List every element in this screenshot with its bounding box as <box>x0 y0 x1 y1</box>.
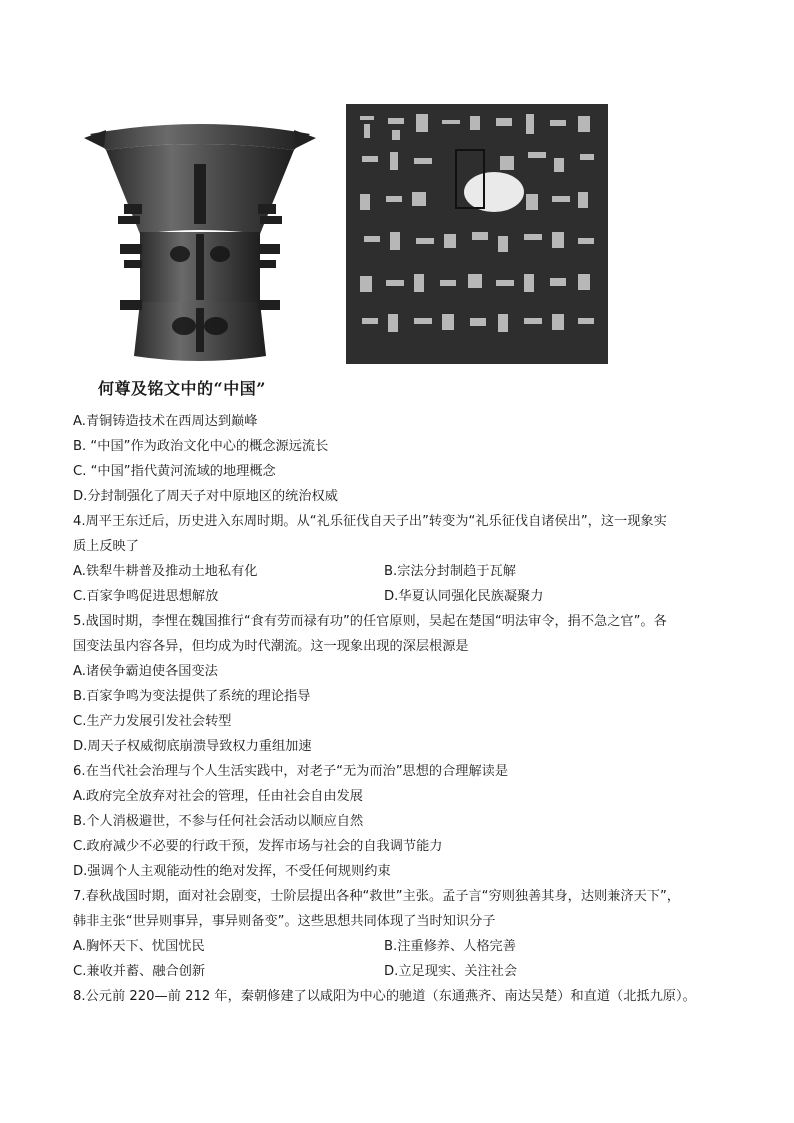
figure-caption: 何尊及铭文中的“中国” <box>98 379 266 398</box>
q3-option-a: A.青铜铸造技术在西周达到巅峰 <box>73 414 258 429</box>
q4-stem-line2: 质上反映了 <box>73 539 139 554</box>
q4-option-d: D.华夏认同强化民族凝聚力 <box>384 589 544 604</box>
q3-option-d: D.分封制强化了周天子对中原地区的统治权威 <box>73 489 338 504</box>
q5-option-b: B.百家争鸣为变法提供了系统的理论指导 <box>73 689 311 704</box>
q5-option-a: A.诸侯争霸迫使各国变法 <box>73 664 218 679</box>
q7-stem-line1: 7.春秋战国时期，面对社会剧变，士阶层提出各种“救世”主张。孟子言“穷则独善其身，达则兼济天下”， <box>73 889 680 904</box>
q7-option-d: D.立足现实、关注社会 <box>384 964 518 979</box>
q3-option-c: C. “中国”指代黄河流域的地理概念 <box>73 464 276 479</box>
q6-stem-line1: 6.在当代社会治理与个人生活实践中，对老子“无为而治”思想的合理解读是 <box>73 764 509 779</box>
q7-option-b: B.注重修养、人格完善 <box>384 939 516 954</box>
q4-stem-line1: 4.周平王东迁后，历史进入东周时期。从“礼乐征伐自天子出”转变为“礼乐征伐自诸侯出”，这一现象实 <box>73 514 667 529</box>
q7-stem-line2: 韩非主张“世异则事异，事异则备变”。这些思想共同体现了当时知识分子 <box>73 914 496 929</box>
he-zun-vessel-image <box>84 104 316 372</box>
q4-option-a: A.铁犁牛耕普及推动土地私有化 <box>73 564 258 579</box>
q6-option-c: C.政府减少不必要的行政干预，发挥市场与社会的自我调节能力 <box>73 839 443 854</box>
q7-option-c: C.兼收并蓄、融合创新 <box>73 964 206 979</box>
q7-option-a: A.胸怀天下、忧国忧民 <box>73 939 205 954</box>
q4-option-b: B.宗法分封制趋于瓦解 <box>384 564 516 579</box>
q4-option-c: C.百家争鸣促进思想解放 <box>73 589 219 604</box>
q5-stem-line1: 5.战国时期，李悝在魏国推行“食有劳而禄有功”的任官原则，吴起在楚国“明法审令，捐不急之官”。各 <box>73 614 667 629</box>
q8-stem-line1: 8.公元前 220—前 212 年，秦朝修建了以咸阳为中心的驰道（东通燕齐、南达吴楚）和直道（北抵九原）。 <box>73 989 696 1004</box>
q5-option-d: D.周天子权威彻底崩溃导致权力重组加速 <box>73 739 312 754</box>
q5-option-c: C.生产力发展引发社会转型 <box>73 714 232 729</box>
q3-option-b: B. “中国”作为政治文化中心的概念源远流长 <box>73 439 329 454</box>
q6-option-d: D.强调个人主观能动性的绝对发挥，不受任何规则约束 <box>73 864 391 879</box>
inscription-rubbing-image <box>346 104 608 364</box>
q6-option-a: A.政府完全放弃对社会的管理，任由社会自由发展 <box>73 789 363 804</box>
q5-stem-line2: 国变法虽内容各异，但均成为时代潮流。这一现象出现的深层根源是 <box>73 639 469 654</box>
q6-option-b: B.个人消极避世，不参与任何社会活动以顺应自然 <box>73 814 364 829</box>
